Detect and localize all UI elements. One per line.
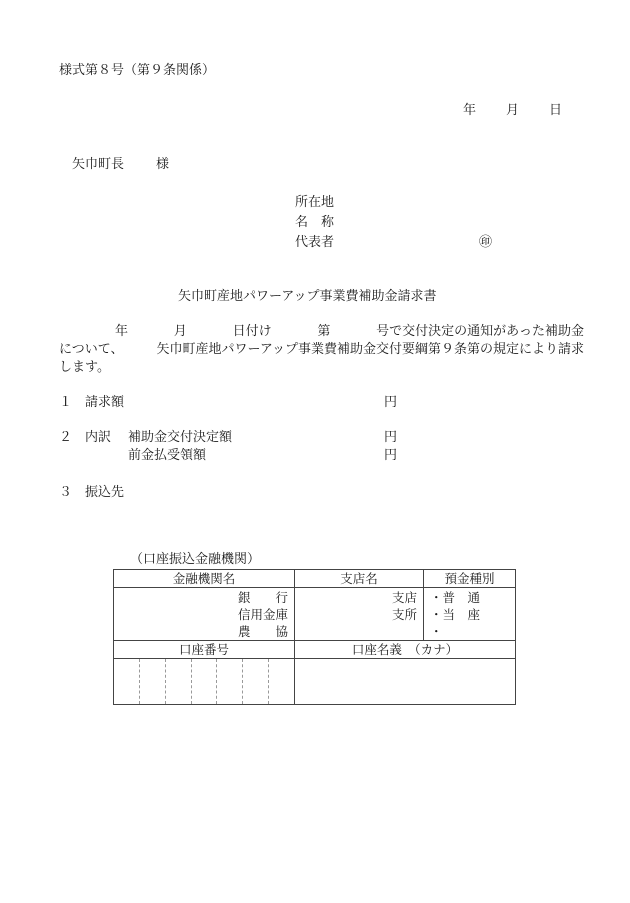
applicant-rep-label: 代表者 xyxy=(295,235,335,250)
document-title: 矢巾町産地パワーアップ事業費補助金請求書 xyxy=(178,289,437,304)
item-3-number: ３ xyxy=(59,485,73,500)
deposit-type-cell[interactable] xyxy=(424,588,516,641)
account-digit-box[interactable] xyxy=(243,659,269,704)
addressee-honorific: 様 xyxy=(156,157,170,172)
deposit-type-other: ・ xyxy=(430,624,443,639)
item-2-sub1: 補助金交付決定額 xyxy=(128,430,233,445)
applicant-name-label: 名 称 xyxy=(295,215,335,230)
branch-name-header: 支店名 xyxy=(295,570,424,588)
institution-type-credit-union: 信用金庫 xyxy=(237,607,288,622)
account-number-header: 口座番号 xyxy=(114,641,295,659)
date-month-label: 月 xyxy=(506,103,520,118)
item-1-number: １ xyxy=(59,395,73,410)
item-1-unit: 円 xyxy=(384,395,398,410)
item-2-unit-1: 円 xyxy=(384,430,398,445)
account-name-header: 口座名義 （カナ） xyxy=(295,641,516,659)
institution-name-header: 金融機関名 xyxy=(114,570,295,588)
date-day-label: 日 xyxy=(549,103,563,118)
bank-account-table xyxy=(113,569,516,705)
applicant-address-label: 所在地 xyxy=(295,195,335,210)
deposit-type-ordinary: ・普 通 xyxy=(430,590,481,605)
bank-table-caption: （口座振込金融機関） xyxy=(130,552,261,567)
account-digit-box[interactable] xyxy=(192,659,218,704)
item-3-label: 振込先 xyxy=(85,485,125,500)
deposit-type-header: 預金種別 xyxy=(424,570,516,588)
account-digit-box[interactable] xyxy=(114,659,140,704)
item-2-label: 内訳 xyxy=(85,430,112,445)
addressee-name: 矢巾町長 xyxy=(72,157,125,172)
branch-name-cell[interactable] xyxy=(295,588,424,641)
account-name-cell[interactable] xyxy=(295,659,516,705)
item-2-sub2: 前金払受領額 xyxy=(128,448,207,463)
institution-name-cell[interactable] xyxy=(114,588,295,641)
body-line-1: 年 月 日付け 第 号で交付決定の通知があった補助金 xyxy=(115,324,584,339)
branch-type-office: 支所 xyxy=(391,607,417,622)
branch-type-branch: 支店 xyxy=(391,590,417,605)
date-year-label: 年 xyxy=(463,103,477,118)
account-digit-box[interactable] xyxy=(140,659,166,704)
item-2-unit-2: 円 xyxy=(384,448,398,463)
body-line-2: について、 矢巾町産地パワーアップ事業費補助金交付要綱第９条第の規定により請求 xyxy=(59,342,584,357)
body-line-3: します。 xyxy=(59,360,110,375)
seal-mark: ㊞ xyxy=(479,235,493,250)
item-1-label: 請求額 xyxy=(85,395,125,410)
deposit-type-current: ・当 座 xyxy=(430,607,481,622)
account-digit-box[interactable] xyxy=(217,659,243,704)
institution-type-agri-coop: 農 協 xyxy=(237,624,288,639)
item-2-number: ２ xyxy=(59,430,73,445)
account-digit-box[interactable] xyxy=(166,659,192,704)
account-number-cell[interactable] xyxy=(114,659,295,705)
account-digit-box[interactable] xyxy=(269,659,294,704)
form-number: 様式第８号（第９条関係） xyxy=(59,63,216,78)
body-paragraph xyxy=(59,323,584,377)
institution-type-bank: 銀 行 xyxy=(237,590,288,605)
